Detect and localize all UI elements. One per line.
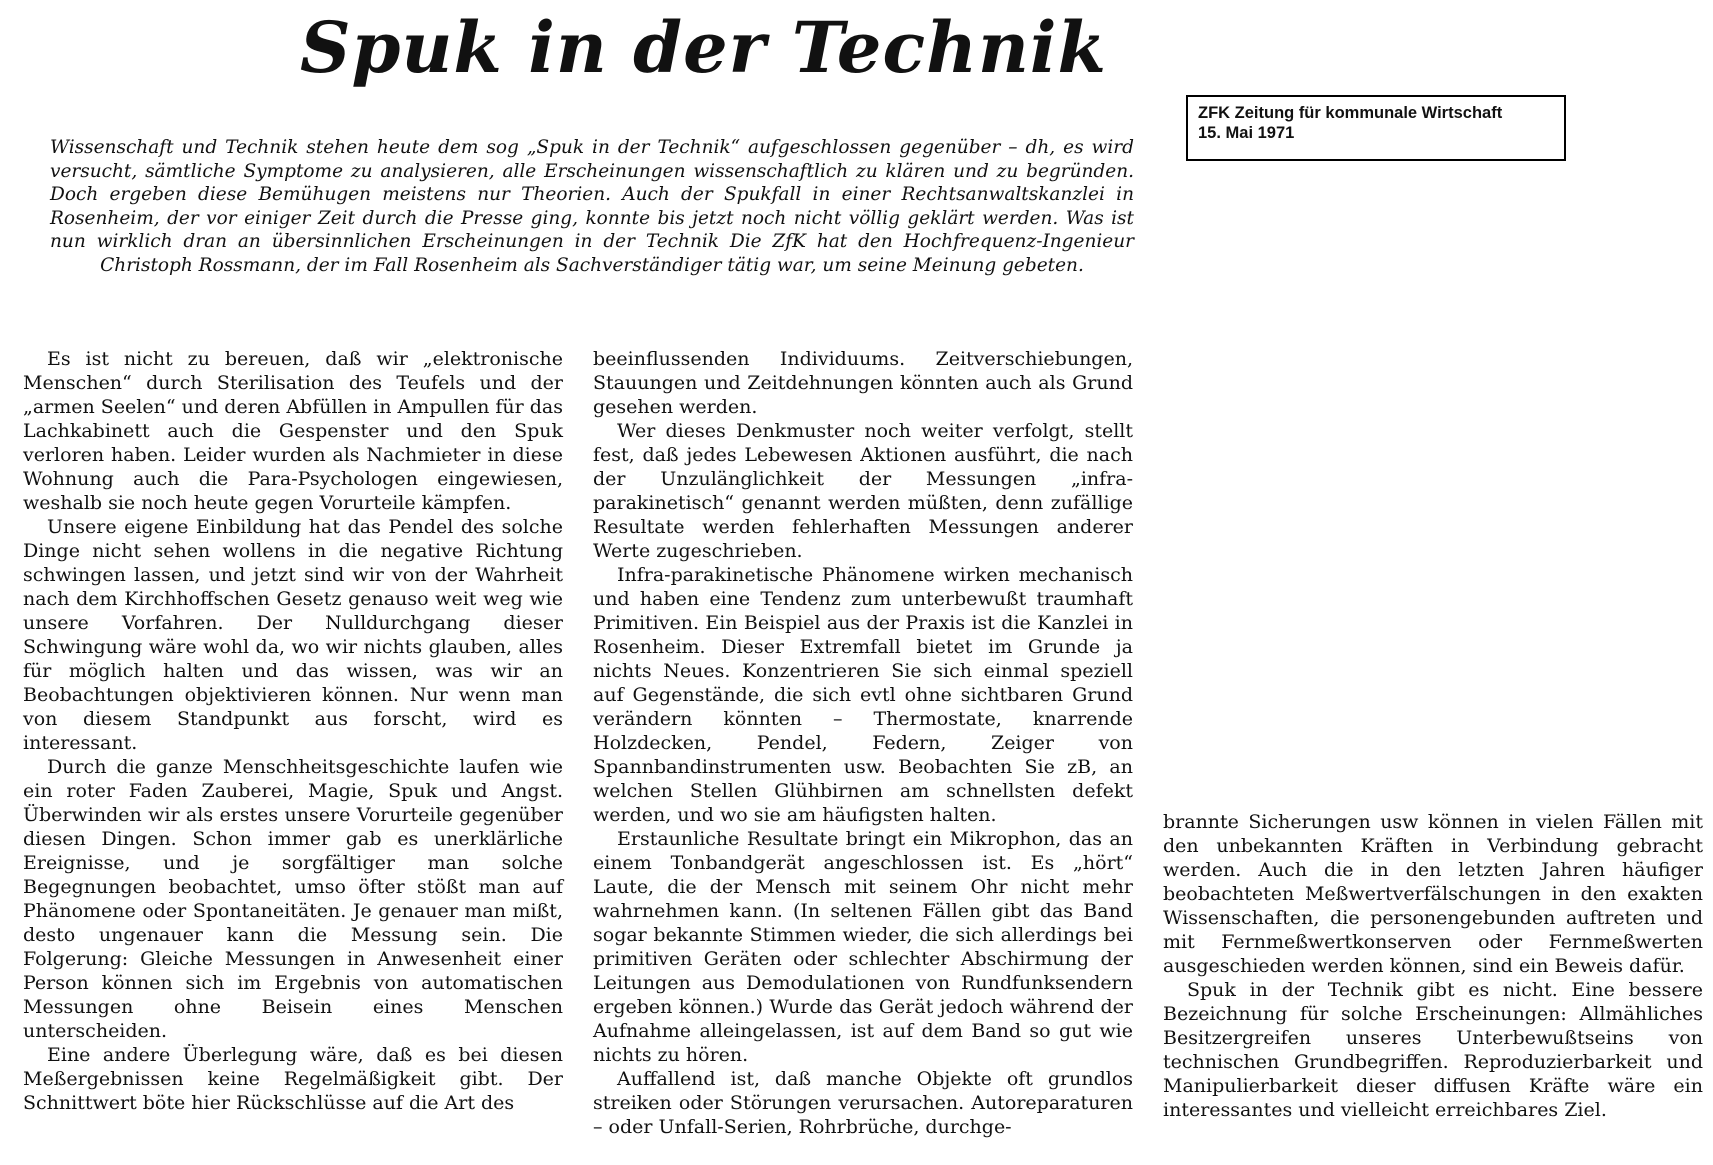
paragraph: Unsere eigene Einbildung hat das Pendel des solche Dinge nicht sehen wollens in die negative Richtung schwingen lassen, und jetzt sind wir von der Wahrheit nach dem Kirchhoffschen Gesetz genauso weit weg wie unsere Vorfahren. Der Nulldurchgang dieser Schwingung wäre wohl da, wo wir nichts glauben, alles für möglich halten und das wissen, was wir an Beobachtungen objektivieren können. Nur wenn man von diesem Standpunkt aus forscht, wird es interessant. (23, 516, 563, 754)
paragraph: Durch die ganze Menschheitsgeschichte laufen wie ein roter Faden Zauberei, Magie, Spuk und Angst. Überwinden wir als erstes unsere Vorurteile gegenüber diesen Dingen. Schon immer gab es unerklärliche Ereignisse, und je sorgfältiger man solche Begegnungen beobachtet, umso öfter stößt man auf Phänomene oder Spontaneitäten. Je genauer man mißt, desto ungenauer kann die Messung sein. Die Folgerung: Gleiche Messungen in Anwesenheit einer Person können sich im Ergebnis von automatischen Messungen ohne Beisein eines Menschen unterscheiden. (23, 756, 563, 1042)
paragraph: Eine andere Überlegung wäre, daß es bei diesen Meßergebnissen keine Regelmäßigkeit gibt. Der Schnittwert böte hier Rückschlüsse auf die Art des (23, 1044, 563, 1114)
paragraph: Wer dieses Denkmuster noch weiter verfolgt, stellt fest, daß jedes Lebewesen Aktionen ausführt, die nach der Unzulänglichkeit der Messungen „infra-parakinetisch“ genannt werden müßten, denn zufällige Resultate werden fehlerhaften Messungen anderer Werte zugeschrieben. (593, 420, 1133, 562)
article-column-1 (23, 347, 563, 1115)
source-date: 15. Mai 1971 (1198, 124, 1295, 142)
paragraph: Infra-parakinetische Phänomene wirken mechanisch und haben eine Tendenz zum unterbewußt traumhaft Primitiven. Ein Beispiel aus der Praxis ist die Kanzlei in Rosenheim. Dieser Extremfall bietet im Grunde ja nichts Neues. Konzentrieren Sie sich einmal speziell auf Gegenstände, die sich evtl ohne sichtbaren Grund verändern könnten – Thermostate, knarrende Holzdecken, Pendel, Federn, Zeiger von Spannbandinstrumenten usw. Beobachten Sie zB, an welchen Stellen Glühbirnen am schnellsten defekt werden, und wo sie am häufigsten halten. (593, 564, 1133, 826)
intro-paragraph: Wissenschaft und Technik stehen heute dem sog „Spuk in der Technik“ aufgeschlossen gegenüber – dh, es wird versucht, sämtliche Symptome zu analysieren, alle Erscheinungen wissenschaftlich zu klären und zu begründen. Doch ergeben diese Bemühugen meistens nur Theorien. Auch der Spukfall in einer Rechtsanwaltskanzlei in Rosenheim, der vor einiger Zeit durch die Presse ging, konnte bis jetzt noch nicht völlig geklärt werden. Was ist nun wirklich dran an übersinnlichen Erscheinungen in der Technik Die ZfK hat den Hochfrequenz-Ingenieur Christoph Rossmann, der im Fall Rosenheim als Sachverständiger tätig war, um seine Meinung gebeten. (50, 137, 1134, 276)
paragraph: brannte Sicherungen usw können in vielen Fällen mit den unbekannten Kräften in Verbindung gebracht werden. Auch die in den letzten Jahren häufiger beobachteten Meßwertverfälschungen in den exakten Wissenschaften, die personengebunden auftreten und mit Fernmeßwertkonserven oder Fernmeßwerten ausgeschieden werden können, sind ein Beweis dafür. (1163, 811, 1703, 977)
paragraph: Erstaunliche Resultate bringt ein Mikrophon, das an einem Tonbandgerät angeschlossen ist. Es „hört“ Laute, die der Mensch mit seinem Ohr nicht mehr wahrnehmen kann. (In seltenen Fällen gibt das Band sogar bekannte Stimmen wieder, die sich allerdings bei primitiven Geräten oder schlechter Abschirmung der Leitungen aus Demodulationen von Rundfunksendern ergeben können.) Wurde das Gerät jedoch während der Aufnahme alleingelassen, ist auf dem Band so gut wie nichts zu hören. (593, 828, 1133, 1066)
source-box (1186, 95, 1566, 161)
paragraph: beeinflussenden Individuums. Zeitverschiebungen, Stauungen und Zeitdehnungen könnten auch als Grund gesehen werden. (593, 348, 1133, 418)
paragraph: Spuk in der Technik gibt es nicht. Eine bessere Bezeichnung für solche Erscheinungen: Allmähliches Besitzergreifen unseres Unterbewußtseins von technischen Grundbegriffen. Reproduzierbarkeit und Manipulierbarkeit dieser diffusen Kräfte wäre ein interessantes und vielleicht erreichbares Ziel. (1163, 979, 1703, 1121)
article-column-3 (1163, 810, 1703, 1122)
source-publication: ZFK Zeitung für kommunale Wirtschaft (1198, 104, 1503, 122)
article-column-2 (593, 347, 1133, 1139)
paragraph: Es ist nicht zu bereuen, daß wir „elektronische Menschen“ durch Sterilisation des Teufels und der „armen Seelen“ und deren Abfüllen in Ampullen für das Lachkabinett auch die Gespenster und den Spuk verloren haben. Leider wurden als Nachmieter in diese Wohnung auch die Para-Psychologen eingewiesen, weshalb sie noch heute gegen Vorurteile kämpfen. (23, 348, 563, 514)
paragraph: Auffallend ist, daß manche Objekte oft grundlos streiken oder Störungen verursachen. Autoreparaturen – oder Unfall-Serien, Rohrbrüche, durchge- (593, 1068, 1133, 1138)
headline: Spuk in der Technik (300, 6, 1107, 89)
